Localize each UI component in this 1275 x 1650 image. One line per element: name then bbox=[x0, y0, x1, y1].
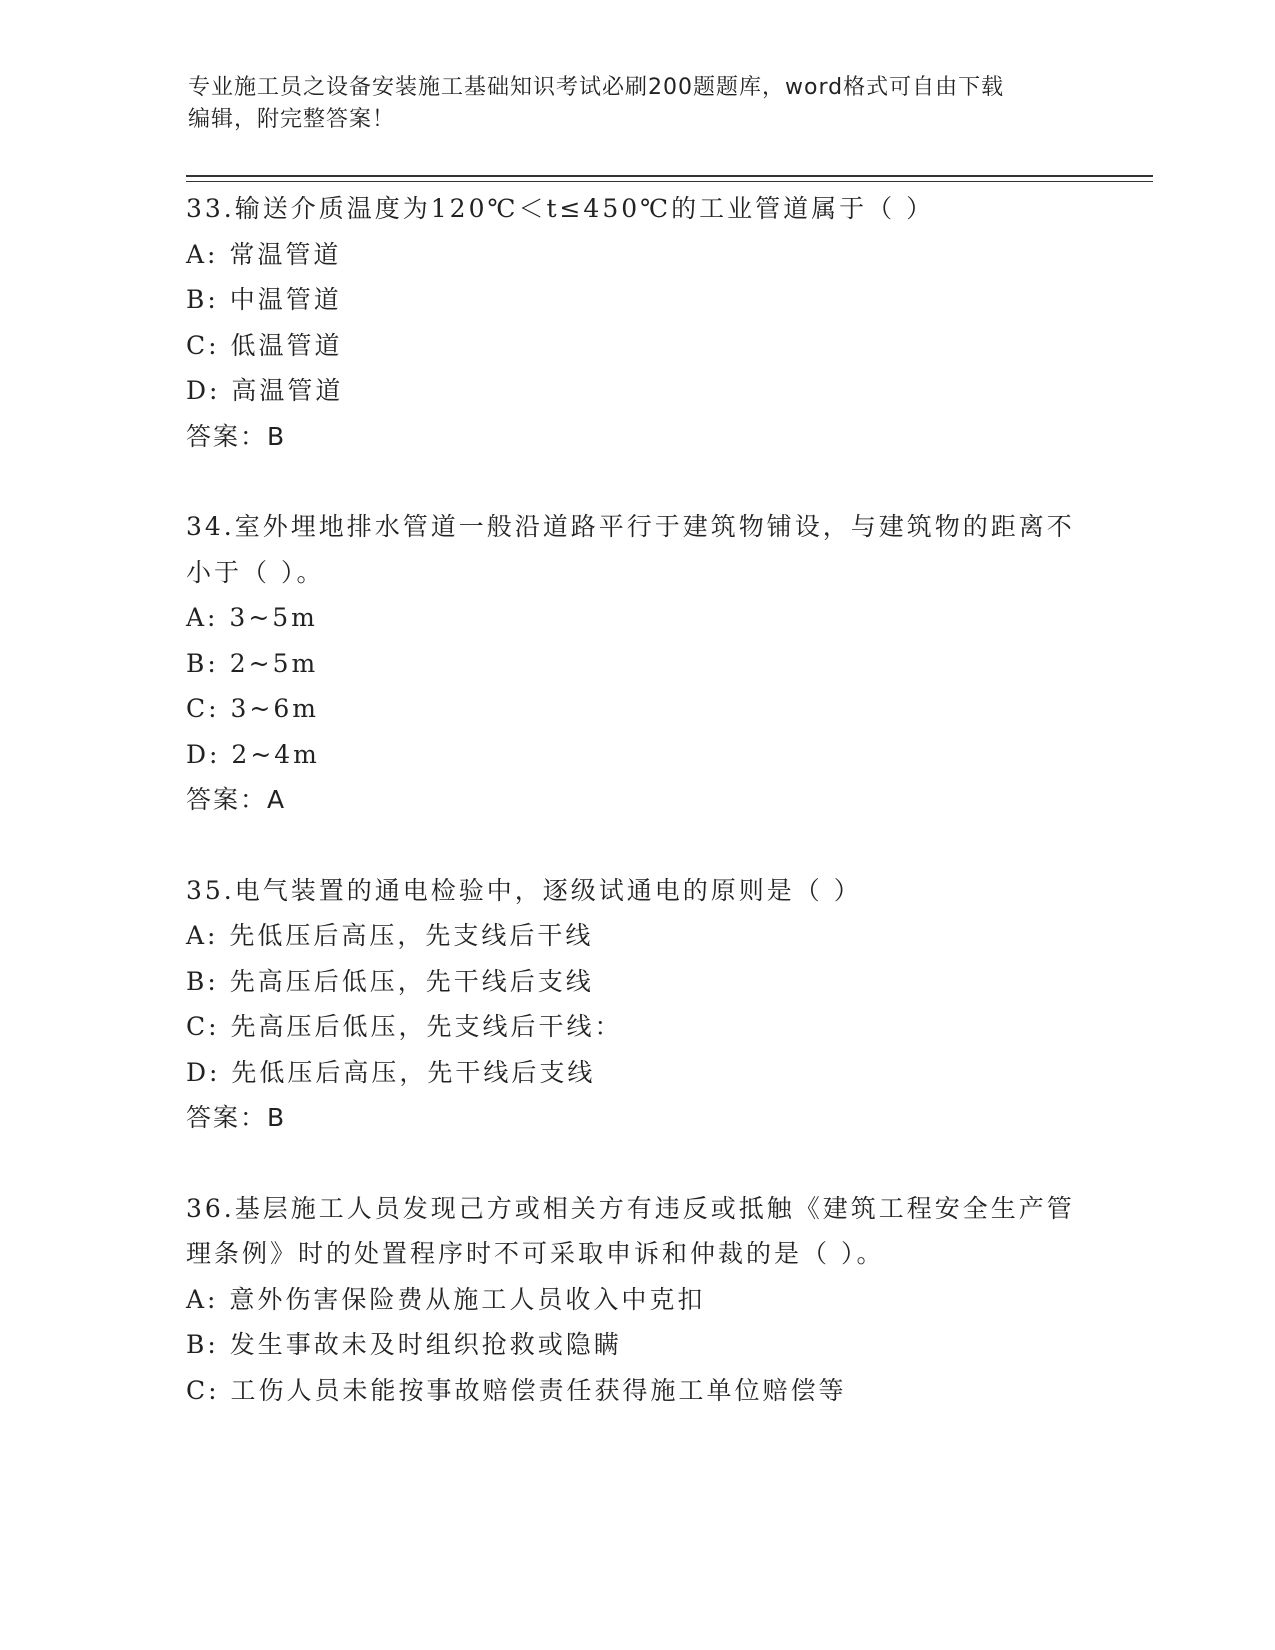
question-36 bbox=[186, 1186, 1086, 1414]
header-divider-thick bbox=[186, 175, 1153, 177]
answer: 答案：B bbox=[186, 1103, 287, 1132]
question-text: 33.输送介质温度为120℃＜t≤450℃的工业管道属于（ ） bbox=[186, 194, 935, 223]
question-text: 35.电气装置的通电检验中，逐级试通电的原则是（ ） bbox=[186, 875, 862, 905]
option-c: C: 先高压后低压，先支线后干线： bbox=[186, 1012, 623, 1041]
header-line-2: 编辑，附完整答案！ bbox=[188, 107, 396, 132]
answer: 答案：A bbox=[186, 785, 287, 814]
header-line-1: 专业施工员之设备安装施工基础知识考试必刷200题题库，word格式可自由下载 bbox=[188, 75, 1005, 100]
header-divider-thin bbox=[186, 181, 1153, 182]
option-a: A: 先低压后高压，先支线后干线 bbox=[186, 921, 594, 950]
question-list bbox=[186, 186, 1086, 1458]
document-header bbox=[188, 72, 1068, 136]
option-b: B: 发生事故未及时组织抢救或隐瞒 bbox=[186, 1330, 622, 1359]
option-d: D: 2~4m bbox=[186, 739, 320, 769]
option-a: A: 常温管道 bbox=[186, 239, 342, 269]
question-text: 34.室外埋地排水管道一般沿道路平行于建筑物铺设，与建筑物的距离不小于（ ）。 bbox=[186, 512, 1075, 587]
option-c: C: 低温管道 bbox=[186, 330, 343, 360]
question-35 bbox=[186, 868, 1086, 1141]
option-b: B: 先高压后低压，先干线后支线 bbox=[186, 966, 594, 996]
option-a: A: 意外伤害保险费从施工人员收入中克扣 bbox=[186, 1284, 706, 1314]
answer: 答案：B bbox=[186, 421, 287, 451]
option-d: D: 先低压后高压，先干线后支线 bbox=[186, 1057, 596, 1087]
option-d: D: 高温管道 bbox=[186, 376, 344, 405]
option-c: C: 工伤人员未能按事故赔偿责任获得施工单位赔偿等 bbox=[186, 1375, 847, 1405]
option-c: C: 3~6m bbox=[186, 694, 319, 723]
option-b: B: 中温管道 bbox=[186, 285, 342, 314]
question-33 bbox=[186, 186, 1086, 459]
question-text: 36.基层施工人员发现己方或相关方有违反或抵触《建筑工程安全生产管理条例》时的处置程序时不可采取申诉和仲裁的是（ ）。 bbox=[186, 1193, 1075, 1268]
option-b: B: 2~5m bbox=[186, 648, 319, 678]
question-34 bbox=[186, 504, 1086, 823]
option-a: A: 3~5m bbox=[186, 603, 318, 632]
